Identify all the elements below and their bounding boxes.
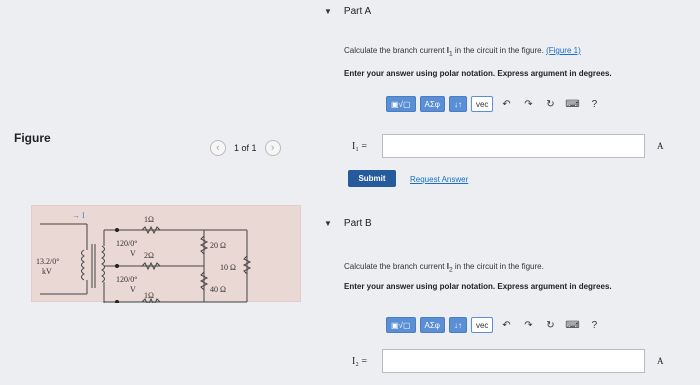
question-text-end: in the circuit in the figure. — [452, 262, 544, 271]
figure-pager — [210, 140, 281, 156]
part-a-instructions: Enter your answer using polar notation. Express argument in degrees. — [344, 69, 612, 78]
arrows-button[interactable]: ↓↑ — [449, 96, 467, 112]
questions-panel — [318, 0, 700, 385]
collapse-caret-icon[interactable]: ▼ — [324, 7, 332, 16]
figure-link[interactable]: (Figure 1) — [546, 46, 581, 55]
help-icon[interactable]: ? — [591, 319, 598, 331]
source-bot-unit: V — [130, 285, 136, 294]
answer-variable-label: I₂ = — [352, 355, 367, 367]
question-variable: I — [446, 46, 449, 55]
circuit-figure[interactable] — [31, 205, 301, 302]
resistor-10-label: 10 Ω — [220, 263, 236, 272]
part-b-toolbar — [386, 317, 603, 333]
part-b-answer-row — [352, 349, 664, 373]
source-bot-label: 120/0° — [116, 275, 138, 284]
circuit-diagram — [32, 206, 302, 303]
resistor-bot-label: 1Ω — [144, 291, 154, 300]
part-a-answer-input[interactable] — [382, 134, 645, 158]
redo-icon[interactable]: ↷ — [524, 319, 533, 331]
part-b-instructions: Enter your answer using polar notation. Express argument in degrees. — [344, 282, 612, 291]
source-top-unit: V — [130, 249, 136, 258]
figure-panel — [0, 0, 318, 385]
part-a-header[interactable] — [324, 6, 371, 17]
figure-page-count: 1 of 1 — [234, 143, 257, 153]
keyboard-icon[interactable]: ⌨ — [565, 319, 580, 331]
request-answer-link[interactable]: Request Answer — [410, 175, 469, 184]
part-b-title: Part B — [343, 218, 372, 229]
answer-unit: A — [657, 356, 664, 366]
mains-unit: kV — [42, 267, 52, 276]
resistor-40-label: 40 Ω — [210, 285, 226, 294]
terminal-dot — [115, 228, 119, 232]
vec-button[interactable]: vec — [471, 96, 493, 112]
part-a-answer-row — [352, 134, 664, 158]
question-text: Calculate the branch current — [344, 262, 447, 271]
templates-button[interactable]: ▣√▢ — [386, 96, 416, 112]
help-icon[interactable]: ? — [591, 98, 598, 110]
terminal-dot — [115, 300, 119, 303]
reset-icon[interactable]: ↻ — [546, 319, 555, 331]
figure-title: Figure — [14, 131, 51, 145]
reset-icon[interactable]: ↻ — [546, 98, 555, 110]
part-a-toolbar — [386, 96, 603, 112]
source-top-label: 120/0° — [116, 239, 138, 248]
greek-button[interactable]: ΑΣφ — [420, 317, 445, 333]
redo-icon[interactable]: ↷ — [524, 98, 533, 110]
collapse-caret-icon[interactable]: ▼ — [324, 219, 332, 228]
prev-figure-button[interactable]: ‹ — [210, 140, 226, 156]
question-subscript: 1 — [448, 50, 453, 58]
part-a-title: Part A — [343, 6, 372, 17]
templates-button[interactable]: ▣√▢ — [386, 317, 416, 333]
undo-icon[interactable]: ↶ — [502, 319, 511, 331]
submit-button[interactable]: Submit — [348, 170, 396, 187]
part-b-question — [344, 262, 544, 274]
answer-unit: A — [657, 141, 664, 151]
part-a-question — [344, 46, 581, 58]
vec-button[interactable]: vec — [471, 317, 493, 333]
resistor-mid-label: 2Ω — [144, 251, 154, 260]
mains-label: 13.2/0° — [36, 257, 60, 266]
next-figure-button[interactable]: › — [265, 140, 281, 156]
greek-button[interactable]: ΑΣφ — [420, 96, 445, 112]
part-b-header[interactable] — [324, 218, 372, 229]
part-b-answer-input[interactable] — [382, 349, 645, 373]
answer-variable-label: I₁ = — [352, 140, 367, 152]
resistor-top-label: 1Ω — [144, 215, 154, 224]
question-subscript: 2 — [448, 266, 453, 274]
keyboard-icon[interactable]: ⌨ — [565, 98, 580, 110]
question-text: Calculate the branch current — [344, 46, 447, 55]
resistor-20-label: 20 Ω — [210, 241, 226, 250]
undo-icon[interactable]: ↶ — [502, 98, 511, 110]
current-label-ip: → I — [72, 211, 85, 220]
question-text-end: in the circuit in the figure. — [452, 46, 544, 55]
terminal-dot — [115, 264, 119, 268]
question-variable: I — [446, 262, 449, 271]
arrows-button[interactable]: ↓↑ — [449, 317, 467, 333]
